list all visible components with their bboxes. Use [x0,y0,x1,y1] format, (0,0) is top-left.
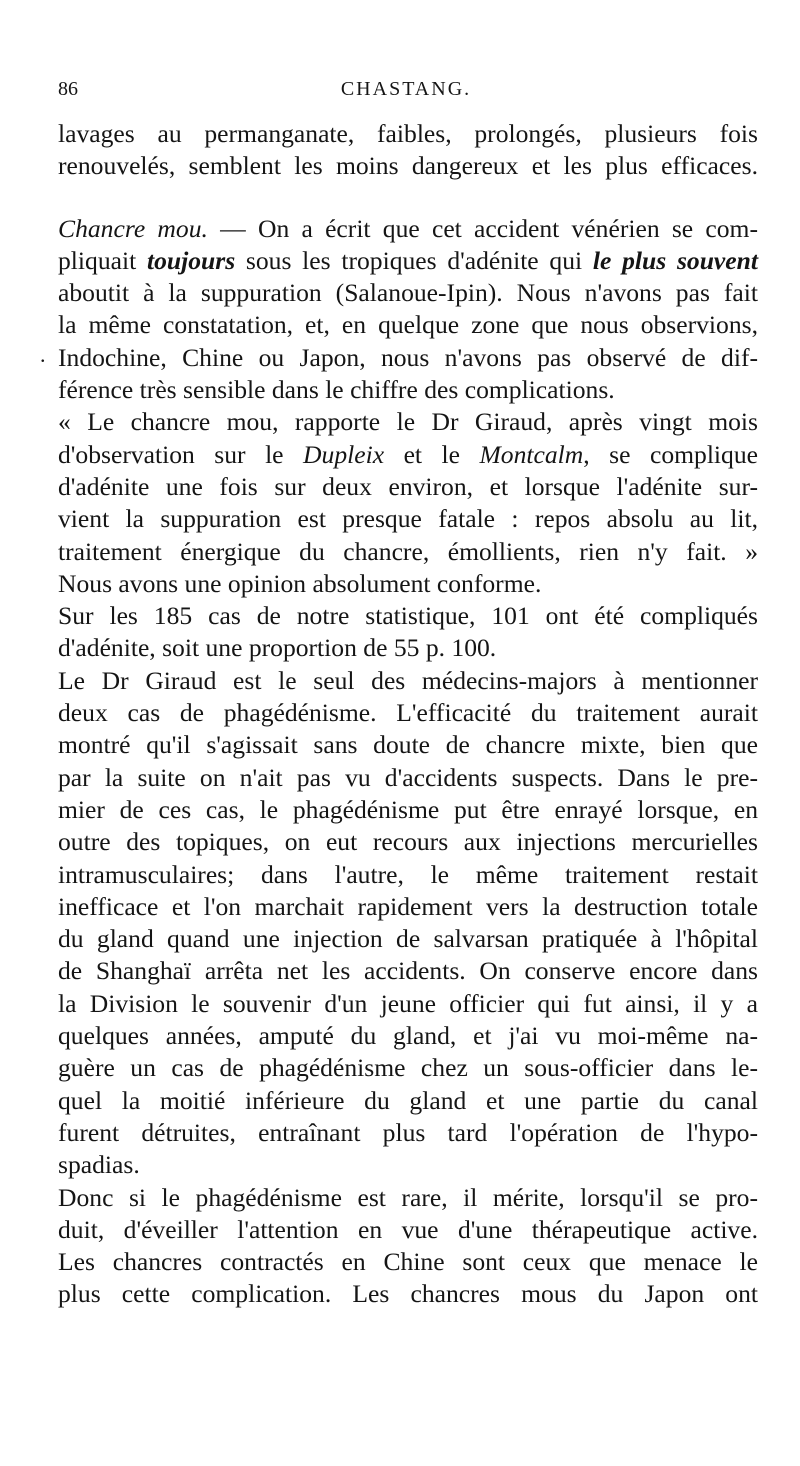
paragraph-1 [58,118,758,183]
margin-mark: . [40,342,46,367]
text-line: traitement énergique du chancre, émollients, rien n'y fait. » [58,536,758,566]
text-line [58,213,758,245]
text-line: aboutit à la suppuration (Salanoue-Ipin). Nous n'avons pas fait [58,278,758,308]
text-line: férence très sensible dans le chiffre des complications. [58,375,615,405]
text-line: « Le chancre mou, rapporte le Dr Giraud, après vingt mois [58,407,758,437]
section-heading: Chancre mou. [58,213,208,243]
text-line [58,245,758,277]
text-line: renouvelés, semblent les moins dangereux et les plus efficaces. [58,151,758,181]
ship-name: Dupleix [303,439,385,469]
text-line: duit, d'éveiller l'attention en vue d'une thérapeutique active. [58,1214,758,1244]
text-line: plus cette complication. Les chancres mous du Japon ont [58,1279,758,1309]
text-line: quel la moitié inférieure du gland et une partie du canal [58,1085,758,1115]
paragraph-2 [58,213,758,407]
paragraph-5 [58,665,758,1182]
paragraph-6 [58,1182,758,1311]
text-line: deux cas de phagédénisme. L'efficacité du traitement aurait [58,698,758,728]
text-line: Les chancres contractés en Chine sont ceux que menace le [58,1247,758,1277]
text-line: d'adénite une fois sur deux environ, et lorsque l'adénite sur- [58,471,758,501]
page-number: 86 [58,78,78,100]
text-line: intramusculaires; dans l'autre, le même traitement restait [58,859,758,889]
text-line: la même constatation, et, en quelque zone que nous observions, [58,310,758,340]
text-line: Indochine, Chine ou Japon, nous n'avons pas observé de dif- [58,342,758,372]
text-line: montré qu'il s'agissait sans doute de chancre mixte, bien que [58,730,758,760]
running-head [58,78,754,106]
text-line: vient la suppuration est presque fatale : repos absolu au lit, [58,504,758,534]
text-line: Donc si le phagédénisme est rare, il mérite, lorsqu'il se pro- [58,1182,758,1212]
text-line: quelques années, amputé du gland, et j'ai vu moi-même na- [58,1021,758,1051]
text-fragment: et le [384,439,480,469]
text-fragment: sous les tropiques d'adénite qui [235,245,593,275]
text-line: lavages au permanganate, faibles, prolongés, plusieurs fois [58,119,758,148]
text-fragment: — On a écrit que cet accident vénérien se com- [207,213,758,243]
text-line: inefficace et l'on marchait rapidement vers la destruction totale [58,891,758,921]
emphasis: le plus souvent [592,245,758,275]
text-line: Le Dr Giraud est le seul des médecins-majors à mentionner [58,665,758,695]
text-line: Nous avons une opinion absolument conforme. [58,568,542,598]
text-line: mier de ces cas, le phagédénisme put être enrayé lorsque, en [58,794,758,824]
text-line: du gland quand une injection de salvarsan pratiquée à l'hôpital [58,924,758,954]
text-line: d'adénite, soit une proportion de 55 p. 100. [58,633,497,663]
text-line: de Shanghaï arrêta net les accidents. On conserve encore dans [58,956,758,986]
text-line: par la suite on n'ait pas vu d'accidents suspects. Dans le pre- [58,762,758,792]
running-title: CHASTANG. [340,78,472,100]
text-line: Sur les 185 cas de notre statistique, 101 ont été compliqués [58,601,758,631]
body-text [58,118,758,1311]
text-line: outre des topiques, on eut recours aux injections mercurielles [58,827,758,857]
paragraph-3 [58,406,758,600]
text-line [58,439,758,471]
text-line: guère un cas de phagédénisme chez un sous-officier dans le- [58,1053,758,1083]
paragraph-4 [58,600,758,665]
text-line: furent détruites, entraînant plus tard l'opération de l'hypo- [58,1117,758,1147]
text-fragment: , se complique [583,439,758,469]
text-fragment: pliquait [58,245,147,275]
text-line: spadias. [58,1150,140,1180]
ship-name: Montcalm [479,439,584,469]
text-fragment: d'observation sur le [58,439,304,469]
text-line: la Division le souvenir d'un jeune officier qui fut ainsi, il y a [58,988,758,1018]
emphasis: toujours [146,245,236,275]
